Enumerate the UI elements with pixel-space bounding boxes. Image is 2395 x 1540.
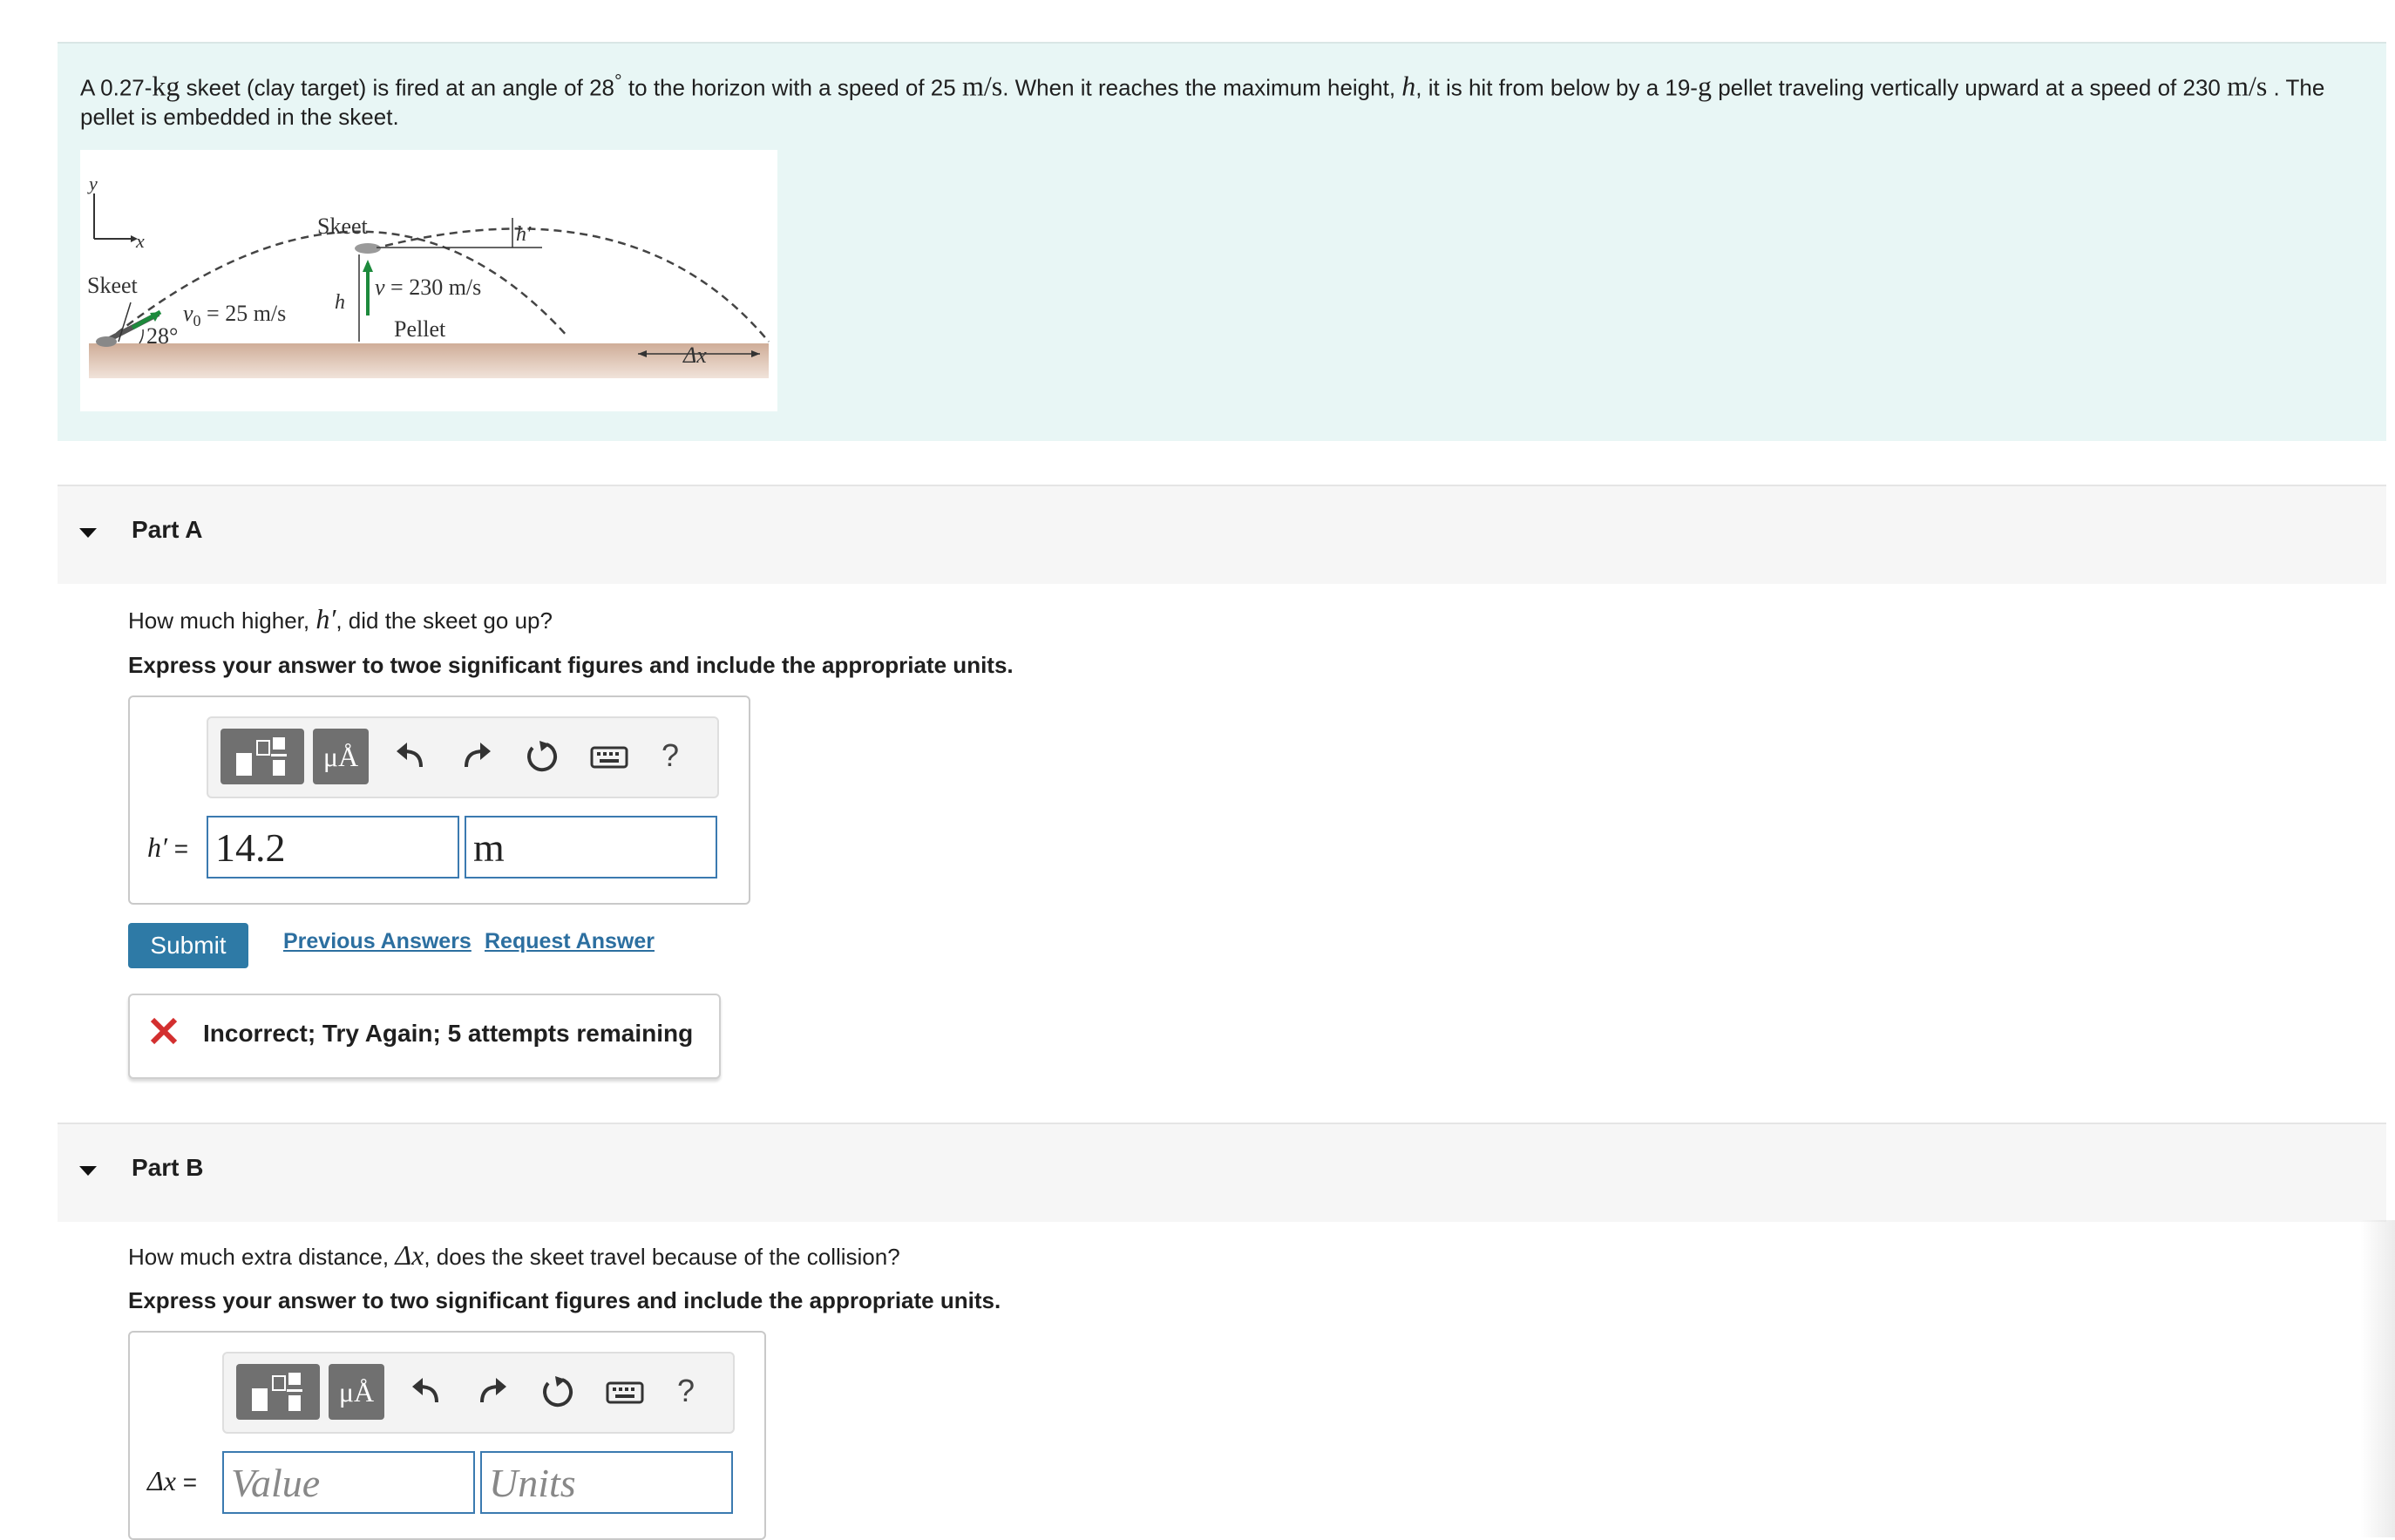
part-b-field-label: Δx =: [147, 1465, 198, 1496]
part-b-header[interactable]: [58, 1123, 2386, 1222]
axis-x-label: x: [136, 230, 145, 252]
angle-ref-line: [119, 302, 131, 342]
templates-icon: [233, 736, 292, 777]
redo-icon[interactable]: [456, 736, 498, 777]
request-answer-link[interactable]: Request Answer: [485, 929, 655, 953]
skeet-left-label: Skeet: [87, 273, 138, 298]
part-a-instruction: Express your answer to twoe significant figures and include the appropriate units.: [128, 652, 1014, 678]
h-prime-label: h′: [516, 223, 532, 246]
part-a-title: Part A: [132, 516, 203, 543]
scroll-shadow: [2360, 1220, 2395, 1537]
undo-icon[interactable]: [405, 1371, 447, 1413]
part-a-toolbar: [207, 716, 719, 798]
part-b-title: Part B: [132, 1154, 204, 1181]
part-b-units-input[interactable]: [480, 1451, 733, 1514]
feedback-box: [128, 994, 721, 1079]
angle-label: 28°: [146, 323, 179, 349]
ground: [89, 343, 769, 378]
problem-figure: [80, 150, 777, 411]
previous-answers-link[interactable]: Previous Answers: [283, 929, 472, 953]
keyboard-icon[interactable]: [588, 736, 630, 777]
help-button[interactable]: ?: [662, 737, 680, 773]
submit-button[interactable]: Submit: [128, 923, 248, 968]
templates-icon: [248, 1371, 308, 1413]
skeet-top: [355, 243, 381, 254]
templates-button[interactable]: [236, 1364, 320, 1420]
feedback-text: Incorrect; Try Again; 5 attempts remaining: [203, 1020, 694, 1047]
v0-label: $v_0 = 25$ m/s: [183, 301, 287, 329]
reset-icon[interactable]: [520, 736, 562, 777]
templates-button[interactable]: [221, 729, 304, 784]
redo-icon[interactable]: [472, 1371, 513, 1413]
skeet-diagram: [80, 150, 777, 411]
part-a-field-label: h′ =: [147, 831, 189, 863]
part-a-units-input[interactable]: [465, 816, 717, 879]
part-a-header[interactable]: [58, 485, 2386, 584]
part-b-instruction: Express your answer to two significant figures and include the appropriate units.: [128, 1287, 1001, 1313]
undo-icon[interactable]: [390, 736, 431, 777]
part-a-value-input[interactable]: [207, 816, 459, 879]
part-a-answer-box: [128, 695, 750, 905]
part-b-toolbar: [222, 1352, 735, 1434]
help-button[interactable]: ?: [677, 1373, 695, 1408]
keyboard-icon[interactable]: [604, 1371, 646, 1413]
problem-panel: [58, 42, 2386, 441]
error-x-icon: [149, 1016, 179, 1046]
dx-label: Δx: [683, 343, 707, 368]
h-label: h: [335, 291, 345, 314]
collapse-caret-icon[interactable]: [78, 523, 98, 542]
skeet-top-label: Skeet: [317, 214, 368, 239]
pellet-velocity-label: v = 230 m/s: [375, 275, 482, 300]
part-b-question: How much extra distance, Δx, does the skeet travel because of the collision?: [128, 1239, 900, 1271]
part-b-answer-box: [128, 1331, 766, 1540]
part-a-question: How much higher, h′, did the skeet go up?: [128, 603, 553, 634]
reset-icon[interactable]: [536, 1371, 578, 1413]
axis-y-label: y: [89, 173, 98, 194]
collapse-caret-icon[interactable]: [78, 1161, 98, 1180]
part-b-value-input[interactable]: [222, 1451, 475, 1514]
angle-arc: [139, 329, 143, 343]
units-button[interactable]: μÅ: [313, 729, 369, 784]
pellet-label: Pellet: [394, 316, 446, 342]
skeet-start: [96, 336, 117, 347]
problem-text: A 0.27-kg skeet (clay target) is fired at an angle of 28° to the horizon with a speed of 25 m/s. When it reaches the maximum height, h, it is hit from below by a 19-g pellet traveling vertically upward at a speed of 230 m/s . The pellet is embedded in the skeet.: [80, 70, 2325, 130]
units-button[interactable]: μÅ: [329, 1364, 384, 1420]
